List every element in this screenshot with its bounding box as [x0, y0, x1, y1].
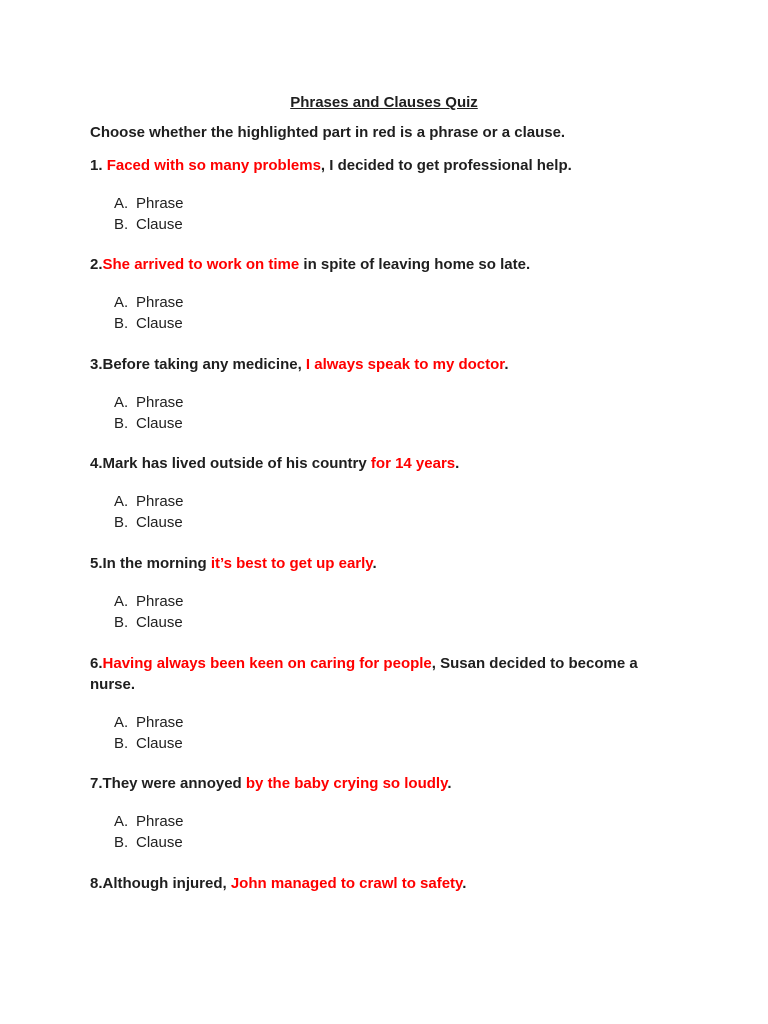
- question-segment: 8.Although injured,: [90, 875, 231, 892]
- option-letter: A.: [114, 394, 129, 411]
- option-b[interactable]: [114, 612, 680, 633]
- option-letter: B.: [114, 415, 129, 432]
- option-letter: B.: [114, 834, 129, 851]
- question-text: [90, 773, 680, 794]
- page-title: Phrases and Clauses Quiz: [290, 94, 478, 111]
- instructions: Choose whether the highlighted part in red is a phrase or a clause.: [90, 124, 566, 141]
- option-label: Clause: [136, 415, 183, 432]
- question-text: [90, 254, 680, 275]
- option-label: Phrase: [136, 493, 184, 510]
- option-b[interactable]: [114, 413, 680, 434]
- option-letter: A.: [114, 714, 129, 731]
- question-segment: 1.: [90, 157, 107, 174]
- option-letter: B.: [114, 514, 129, 531]
- question-5: [90, 553, 680, 633]
- option-b[interactable]: [114, 214, 680, 235]
- question-text: [90, 873, 680, 894]
- option-a[interactable]: [114, 811, 680, 832]
- option-label: Clause: [136, 315, 183, 332]
- option-a[interactable]: [114, 193, 680, 214]
- option-letter: B.: [114, 315, 129, 332]
- question-8: [90, 873, 680, 894]
- question-segment: .: [447, 775, 452, 792]
- highlighted-segment: it’s best to get up early: [210, 555, 373, 572]
- question-text: [90, 553, 680, 574]
- question-segment: .: [455, 455, 460, 472]
- highlighted-segment: I always speak to my doctor: [305, 356, 505, 373]
- highlighted-segment: Faced with so many problems: [106, 157, 321, 174]
- option-label: Phrase: [136, 813, 184, 830]
- question-segment: .: [462, 875, 467, 892]
- question-segment: , Susan decided to become a nurse.: [90, 655, 638, 693]
- question-3: [90, 354, 680, 434]
- highlighted-segment: John managed to crawl to safety: [230, 875, 463, 892]
- question-text: [90, 354, 680, 375]
- question-segment: in spite of leaving home so late.: [299, 256, 531, 273]
- option-letter: A.: [114, 294, 129, 311]
- option-letter: A.: [114, 493, 129, 510]
- option-b[interactable]: [114, 313, 680, 334]
- question-segment: , I decided to get professional help.: [320, 157, 572, 174]
- highlighted-segment: for 14 years: [370, 455, 456, 472]
- options-list: [90, 292, 680, 334]
- option-label: Phrase: [136, 593, 184, 610]
- option-a[interactable]: [114, 712, 680, 733]
- highlighted-segment: by the baby crying so loudly: [245, 775, 448, 792]
- option-label: Clause: [136, 614, 183, 631]
- options-list: [90, 811, 680, 853]
- question-2: [90, 254, 680, 334]
- options-list: [90, 591, 680, 633]
- option-label: Clause: [136, 735, 183, 752]
- option-a[interactable]: [114, 392, 680, 413]
- option-label: Clause: [136, 834, 183, 851]
- option-label: Phrase: [136, 714, 184, 731]
- option-b[interactable]: [114, 512, 680, 533]
- option-label: Phrase: [136, 195, 184, 212]
- question-text: [90, 453, 680, 474]
- option-a[interactable]: [114, 292, 680, 313]
- option-letter: B.: [114, 735, 129, 752]
- option-label: Phrase: [136, 294, 184, 311]
- highlighted-segment: She arrived to work on time: [102, 256, 300, 273]
- option-label: Phrase: [136, 394, 184, 411]
- question-segment: 6.: [90, 655, 103, 672]
- question-6: [90, 653, 680, 754]
- question-4: [90, 453, 680, 533]
- question-1: [90, 155, 680, 235]
- highlighted-segment: Having always been keen on caring for people: [102, 655, 432, 672]
- question-text: [90, 155, 680, 176]
- options-list: [90, 392, 680, 434]
- question-segment: 3.Before taking any medicine,: [90, 356, 306, 373]
- options-list: [90, 712, 680, 754]
- question-7: [90, 773, 680, 853]
- question-segment: 5.In the morning: [90, 555, 211, 572]
- question-segment: 7.They were annoyed: [90, 775, 246, 792]
- option-letter: B.: [114, 614, 129, 631]
- option-letter: A.: [114, 593, 129, 610]
- option-letter: A.: [114, 195, 129, 212]
- question-text: [90, 653, 680, 695]
- option-b[interactable]: [114, 832, 680, 853]
- option-a[interactable]: [114, 591, 680, 612]
- option-b[interactable]: [114, 733, 680, 754]
- question-segment: 4.Mark has lived outside of his country: [90, 455, 371, 472]
- question-segment: .: [504, 356, 509, 373]
- question-segment: 2.: [90, 256, 103, 273]
- option-letter: B.: [114, 216, 129, 233]
- option-label: Clause: [136, 514, 183, 531]
- options-list: [90, 491, 680, 533]
- option-letter: A.: [114, 813, 129, 830]
- question-segment: .: [372, 555, 377, 572]
- option-label: Clause: [136, 216, 183, 233]
- option-a[interactable]: [114, 491, 680, 512]
- options-list: [90, 193, 680, 235]
